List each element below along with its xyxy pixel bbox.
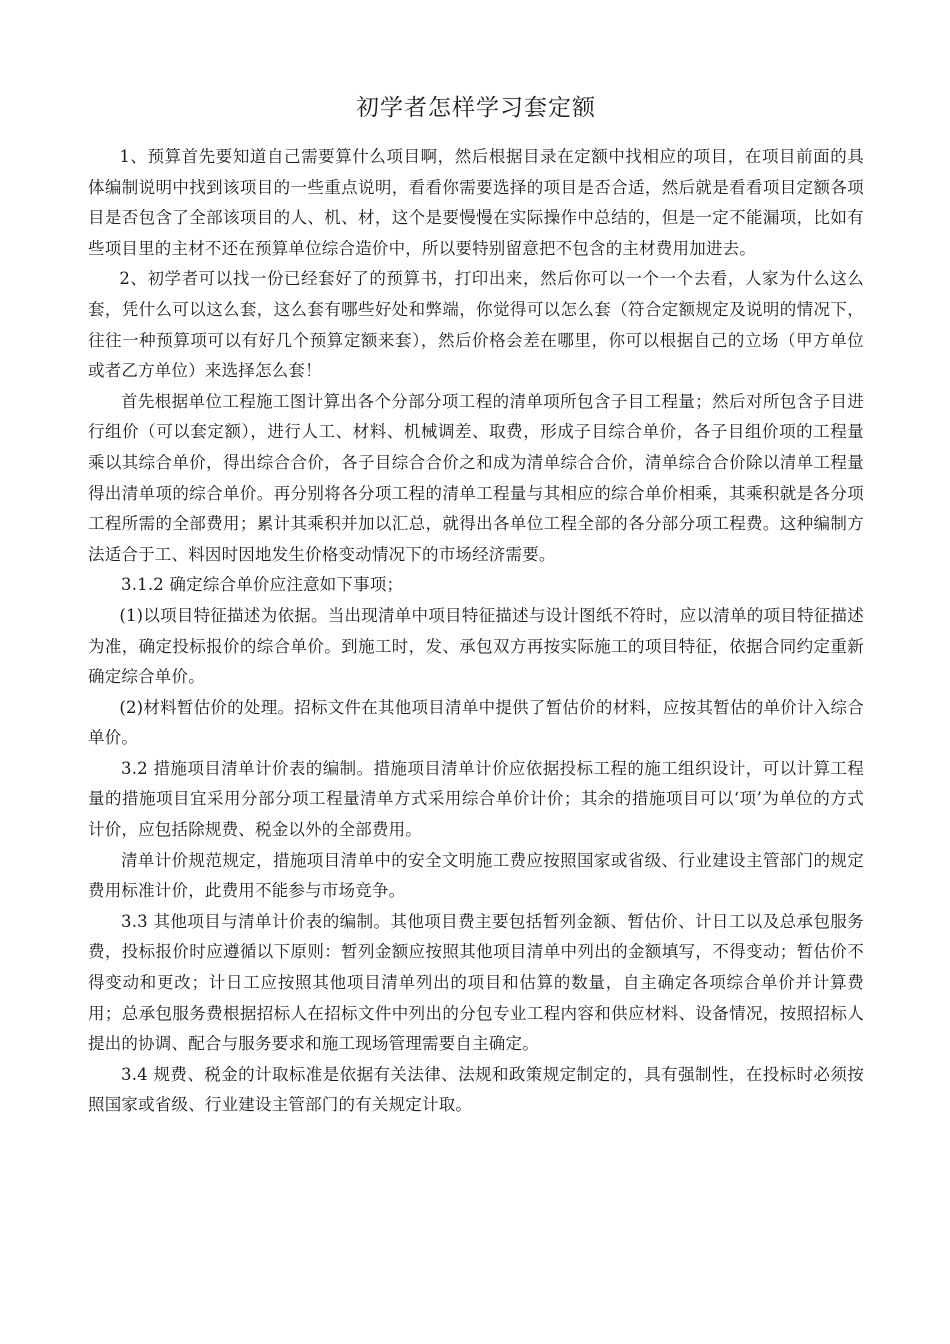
paragraph-2: 2、初学者可以找一份已经套好了的预算书，打印出来，然后你可以一个一个去看，人家为什么这么套，凭什么可以这么套，这么套有哪些好处和弊端，你觉得可以怎么套（符合定额规定及说明的情况下，往往一种预算项可以有好几个预算定额来套），然后价格会差在哪里，你可以根据自己的立场（甲方单位或者乙方单位）来选择怎么套！ xyxy=(88,269,864,381)
document-title: 初学者怎样学习套定额 xyxy=(356,95,596,121)
paragraph-3: 首先根据单位工程施工图计算出各个分部分项工程的清单项所包含子目工程量；然后对所包含子目进行组价（可以套定额），进行人工、材料、机械调差、取费，形成子目综合单价，各子目组价项的工程量乘以其综合单价，得出综合合价，各子目综合合价之和成为清单综合合价，清单综合合价除以清单工程量得出清单项的综合单价。再分别将各分项工程的清单工程量与其相应的综合单价相乘，其乘积就是各分项工程所需的全部费用；累计其乘积并加以汇总，就得出各单位工程全部的各分部分项工程费。这种编制方法适合于工、料因时因地发生价格变动情况下的市场经济需要。 xyxy=(88,391,864,564)
paragraph-4: 3.1.2 确定综合单价应注意如下事项； xyxy=(121,575,404,595)
paragraph-10: 3.4 规费、税金的计取标准是依据有关法律、法规和政策规定制定的，具有强制性，在投标时必须按照国家或省级、行业建设主管部门的有关规定计取。 xyxy=(88,1064,864,1115)
paragraph-1: 1、预算首先要知道自己需要算什么项目啊，然后根据目录在定额中找相应的项目，在项目前面的具体编制说明中找到该项目的一些重点说明，看看你需要选择的项目是否合适，然后就是看看项目定额各项目是否包含了全部该项目的人、机、材，这个是要慢慢在实际操作中总结的，但是一定不能漏项，比如有些项目里的主材不还在预算单位综合造价中，所以要特别留意把不包含的主材费用加进去。 xyxy=(88,147,864,258)
paragraph-7: 3.2 措施项目清单计价表的编制。措施项目清单计价应依据投标工程的施工组织设计，可以计算工程量的措施项目宜采用分部分项工程量清单方式采用综合单价计价；其余的措施项目可以‘项’为单位的方式计价，应包括除规费、税金以外的全部费用。 xyxy=(88,758,864,840)
document-page xyxy=(88,92,864,1121)
paragraph-9: 3.3 其他项目与清单计价表的编制。其他项目费主要包括暂列金额、暂估价、计日工以及总承包服务费，投标报价时应遵循以下原则：暂列金额应按照其他项目清单中列出的金额填写，不得变动；暂估价不得变动和更改；计日工应按照其他项目清单列出的项目和估算的数量，自主确定各项综合单价并计算费用；总承包服务费根据招标人在招标文件中列出的分包专业工程内容和供应材料、设备情况，按照招标人提出的协调、配合与服务要求和施工现场管理需要自主确定。 xyxy=(88,911,864,1054)
paragraph-5: (1)以项目特征描述为依据。当出现清单中项目特征描述与设计图纸不符时，应以清单的项目特征描述为准，确定投标报价的综合单价。到施工时，发、承包双方再按实际施工的项目特征，依据合同约定重新确定综合单价。 xyxy=(88,605,864,687)
paragraph-8: 清单计价规范规定，措施项目清单中的安全文明施工费应按照国家或省级、行业建设主管部门的规定费用标准计价，此费用不能参与市场竞争。 xyxy=(88,850,864,901)
paragraph-6: (2)材料暂估价的处理。招标文件在其他项目清单中提供了暂估价的材料，应按其暂估的单价计入综合单价。 xyxy=(88,697,864,748)
